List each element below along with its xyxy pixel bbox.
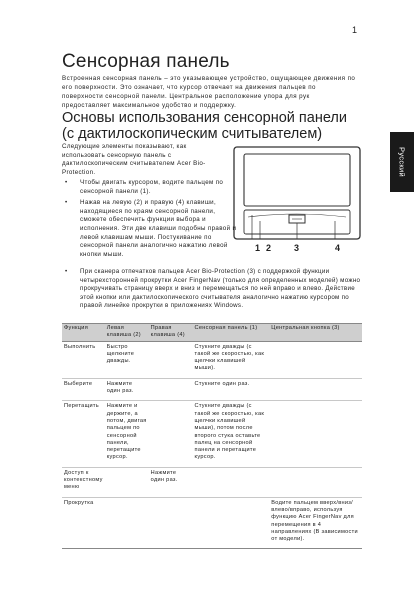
table-header: Левая клавиша (2): [105, 324, 149, 342]
table-cell: Нажмите один раз.: [149, 467, 193, 497]
language-tab-label: Русский: [397, 147, 407, 177]
table-cell: Выполнить: [62, 341, 105, 378]
table-cell: Доступ к контекстному меню: [62, 467, 105, 497]
table-cell: Выберите: [62, 378, 105, 401]
table-cell: [269, 401, 362, 467]
table-cell: [269, 467, 362, 497]
language-tab: [390, 132, 414, 192]
function-table: [62, 323, 362, 549]
table-cell: Стукните один раз.: [193, 378, 270, 401]
table-cell: Стукните дважды (с такой же скоростью, как щелчки клавишей мыши).: [193, 341, 270, 378]
table-header: Функция: [62, 324, 105, 342]
table-row: [62, 378, 362, 401]
touchpad-surface: [244, 154, 350, 206]
table-row: [62, 497, 362, 549]
table-cell: Водите пальцем вверх/вниз/влево/вправо, используя функцию Acer FingerNav для перемещения в 4 направлениях (В зависимости от модели).: [269, 497, 362, 549]
touchpad-diagram: [232, 145, 364, 257]
table-cell: [149, 497, 193, 549]
table-row: [62, 401, 362, 467]
table-header: Сенсорная панель (1): [193, 324, 270, 342]
table-cell: Нажмите и держите, а потом, двигая пальцем по сенсорной панели, перетащите курсор.: [105, 401, 149, 467]
callout-label-2: 2: [266, 243, 272, 253]
table-cell: [193, 497, 270, 549]
table-header-row: [62, 324, 362, 342]
instructions-paragraph: Следующие элементы показывают, как использовать сенсорную панель с дактилоскопическим считывателем Acer Bio-Protection.: [62, 143, 206, 176]
table-cell: Прокрутка: [62, 497, 105, 549]
touchpad-illustration: [232, 145, 364, 257]
table-header: Правая клавиша (4): [149, 324, 193, 342]
table-cell: Нажмите один раз.: [105, 378, 149, 401]
section-heading: Основы использования сенсорной панели (с дактилоскопическим считывателем): [62, 110, 347, 142]
table-row: [62, 341, 362, 378]
table-cell: [269, 341, 362, 378]
table-cell: [269, 378, 362, 401]
bullet-item-move-cursor: • Чтобы двигать курсором, водите пальцем по сенсорной панели (1).: [62, 179, 240, 196]
table-cell: Стукните дважды (с такой же скоростью, как щелчки клавишей мыши), потом после второго стука оставьте палец на сенсорной панели и перетащите курсор.: [193, 401, 270, 467]
bullet-item-scanner: • При сканера отпечатков пальцев Acer Bio-Protection (3) с поддержкой функции четырехсторонней прокрутки Acer FingerNav (только для определенных моделей) можно прокручивать страницу вверх и вниз и перемещаться по ней вправо и влево. Действие этой кнопки или дактилоскопического считывателя аналогично нажатию курсором по правой линейке прокрутки в приложениях Windows.: [62, 268, 362, 311]
callout-label-3: 3: [294, 243, 300, 253]
callout-label-4: 4: [335, 243, 341, 253]
bullet-list-scanner: [62, 268, 362, 311]
table-header: Центральная кнопка (3): [269, 324, 362, 342]
table-cell: [193, 467, 270, 497]
table-cell: Быстро щелкните дважды.: [105, 341, 149, 378]
table-cell: [105, 497, 149, 549]
table-row: [62, 467, 362, 497]
table-cell: [105, 467, 149, 497]
touchpad-callouts: [251, 243, 371, 255]
page-number: 1: [352, 25, 358, 35]
bullet-item-buttons: • Нажав на левую (2) и правую (4) клавиши, находящиеся по краям сенсорной панели, сможете обеспечить функции выбора и исполнения. Эти две клавиши подобны правой и левой клавишам мыши. Постукивание по сенсорной панели аналогично нажатию левой кнопки мыши.: [62, 199, 240, 259]
table-cell: Перетащить: [62, 401, 105, 467]
table-cell: [149, 341, 193, 378]
page-title: Сенсорная панель: [62, 51, 230, 72]
callout-label-1: 1: [255, 243, 261, 253]
bullet-list: [62, 179, 240, 262]
table-cell: [149, 378, 193, 401]
table-cell: [149, 401, 193, 467]
intro-paragraph: Встроенная сенсорная панель – это указывающее устройство, ощущающее движения по его поверхности. Это означает, что курсор отвечает на движения пальцев по поверхности сенсорной панели. Центральное расположение упора для рук предоставляет максимальное удобство и поддержку.: [62, 75, 356, 109]
